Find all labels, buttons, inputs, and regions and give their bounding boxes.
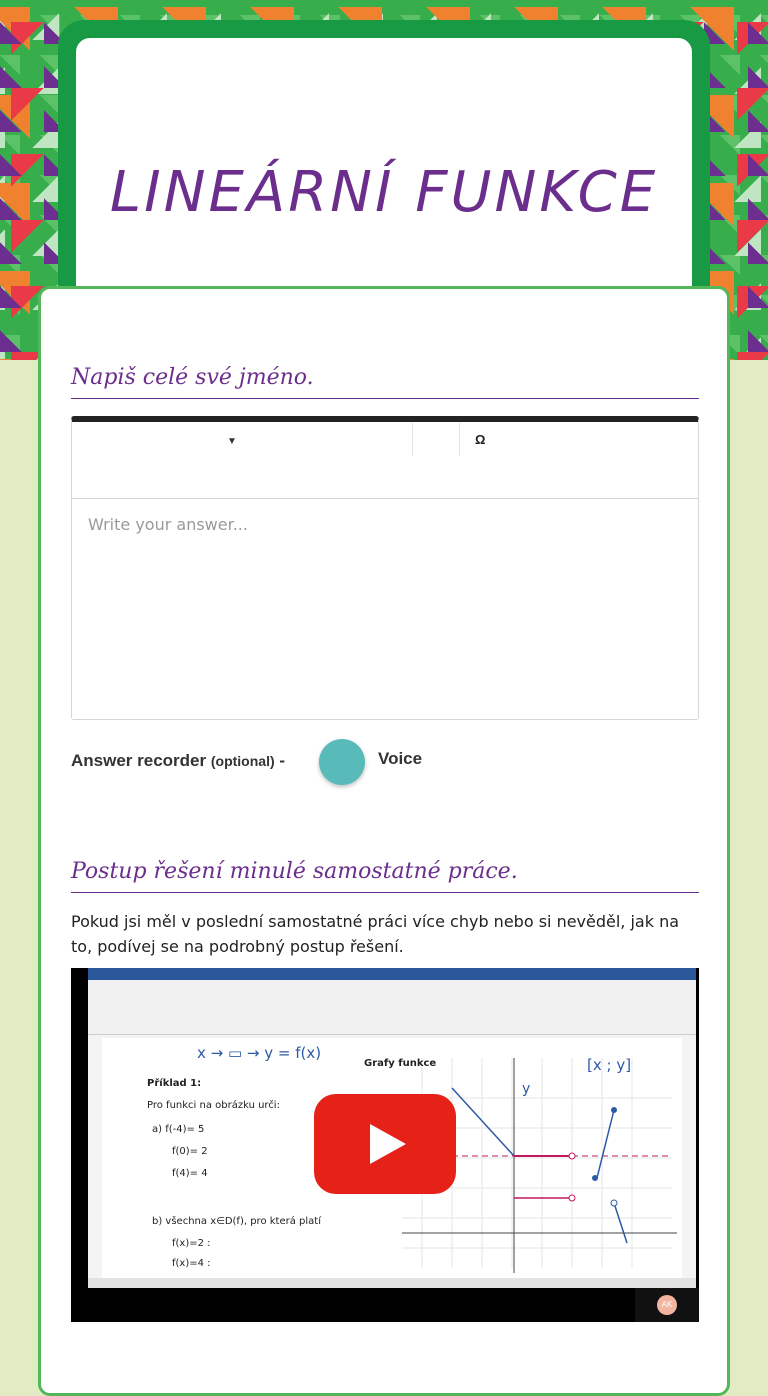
thumbnail-task: Pro funkci na obrázku urči:: [147, 1100, 280, 1111]
question-description: Pokud jsi měl v poslední samostatné práci více chyb nebo si nevěděl, jak na to, podívej se na podrobný postup řešení.: [71, 912, 680, 956]
question-title-name: Napiš celé své jméno.: [71, 365, 699, 399]
editor-toolbar: [72, 422, 698, 499]
question-title-solution: Postup řešení minulé samostatné práce.: [71, 859, 699, 893]
worksheet-content: [38, 286, 730, 1396]
thumbnail-item: f(x)=2 :: [172, 1238, 211, 1249]
answer-recorder: [71, 739, 699, 783]
svg-text:[x ; y]: [x ; y]: [587, 1056, 632, 1074]
voice-label: Voice: [378, 749, 423, 768]
rich-text-editor: [71, 416, 699, 720]
video-play-button[interactable]: [314, 1094, 456, 1194]
toolbar-divider: [459, 422, 460, 456]
thumbnail-heading: Grafy funkce: [364, 1058, 437, 1069]
thumbnail-item: f(0)= 2: [172, 1146, 208, 1157]
video-embed[interactable]: [71, 968, 699, 1322]
answer-input[interactable]: [72, 499, 698, 719]
svg-text:x → ▭ → y = f(x): x → ▭ → y = f(x): [197, 1044, 322, 1062]
record-voice-button[interactable]: [319, 739, 365, 785]
format-dropdown-chevron-down-icon[interactable]: ▼: [227, 436, 237, 447]
recorder-label: Answer recorder (optional) -: [71, 751, 286, 770]
title-card-inner: [74, 36, 694, 326]
thumbnail-item: f(4)= 4: [172, 1168, 208, 1179]
toolbar-divider: [412, 422, 413, 456]
thumbnail-statusbar: [88, 1278, 696, 1288]
thumbnail-item: a) f(-4)= 5: [152, 1124, 205, 1135]
thumbnail-example: Příklad 1:: [147, 1078, 202, 1089]
channel-initials: AK: [657, 1295, 677, 1315]
title-card: [58, 20, 710, 320]
special-character-button[interactable]: Ω: [475, 432, 486, 447]
page-title: LINEÁRNÍ FUNKCE: [109, 160, 659, 225]
thumbnail-item: f(x)=4 :: [172, 1258, 211, 1269]
thumbnail-ribbon: [88, 980, 696, 1035]
thumbnail-task-b: b) všechna x∈D(f), pro která platí: [152, 1216, 321, 1227]
play-icon: [370, 1124, 406, 1164]
channel-avatar: [635, 1288, 699, 1322]
thumbnail-titlebar: [88, 968, 696, 980]
svg-text:y: y: [522, 1081, 531, 1097]
